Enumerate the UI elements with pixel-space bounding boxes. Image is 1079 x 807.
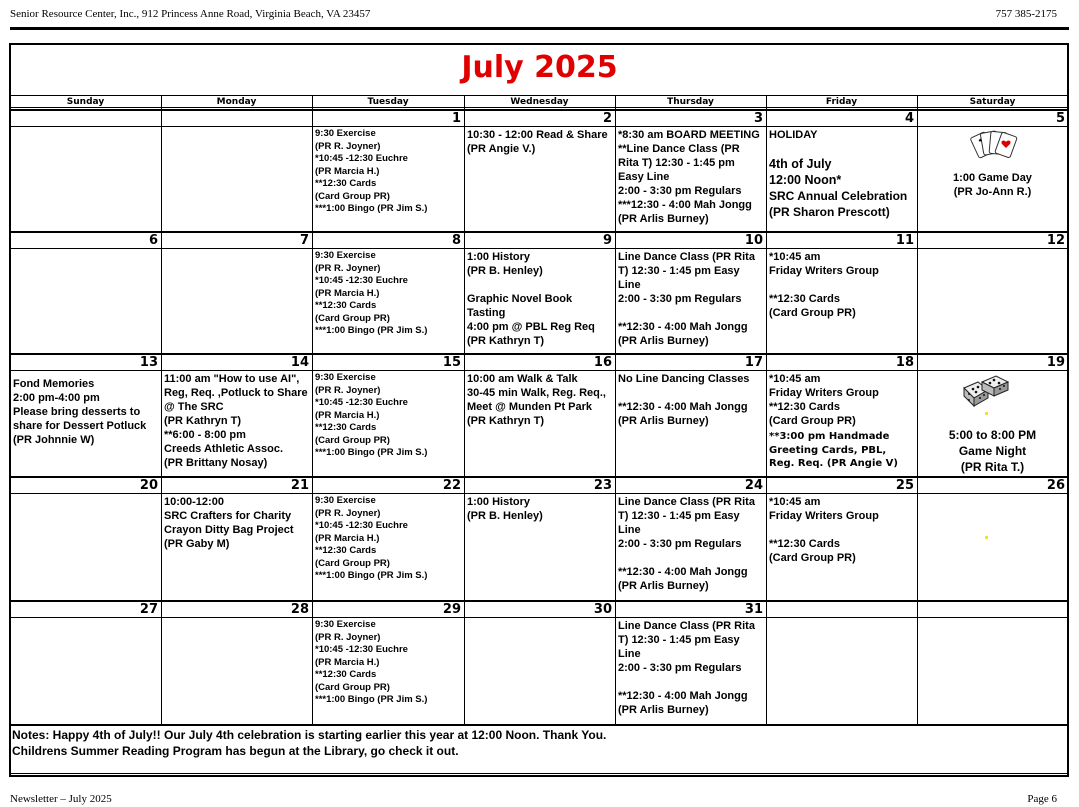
date-number: 14 bbox=[290, 355, 309, 370]
day-cell-tuesday: 9:30 Exercise (PR R. Joyner) *10:45 -12:30 Euchre (PR Marcia H.) **12:30 Cards (Card Group PR) ***1:00 Bingo (PR Jim S.) bbox=[315, 619, 428, 705]
grid-line bbox=[464, 95, 465, 724]
playing-cards-icon bbox=[970, 128, 1024, 164]
day-cell-tuesday: 9:30 Exercise (PR R. Joyner) *10:45 -12:30 Euchre (PR Marcia H.) **12:30 Cards (Card Group PR) ***1:00 Bingo (PR Jim S.) bbox=[315, 128, 428, 214]
date-number: 23 bbox=[593, 478, 612, 493]
date-number: 20 bbox=[139, 478, 158, 493]
date-number: 26 bbox=[1046, 478, 1065, 493]
day-header-sunday: Sunday bbox=[10, 95, 161, 108]
header-org: Senior Resource Center, Inc., 912 Princess Anne Road, Virginia Beach, VA 23457 bbox=[10, 8, 371, 20]
date-number: 10 bbox=[744, 233, 763, 248]
date-number: 29 bbox=[442, 602, 461, 617]
date-row-line bbox=[10, 617, 1068, 618]
grid-line bbox=[312, 95, 313, 724]
footer-rule bbox=[10, 773, 1069, 774]
day-cell-thursday: Line Dance Class (PR Rita T) 12:30 - 1:45 pm Easy Line 2:00 - 3:30 pm Regulars **12:30 - 4:00 Mah Jongg (PR Arlis Burney) bbox=[618, 251, 755, 347]
footer-page: Page 6 bbox=[1027, 793, 1057, 805]
date-number: 25 bbox=[895, 478, 914, 493]
notes: Notes: Happy 4th of July!! Our July 4th celebration is starting earlier this year at 12:00 Noon. Thank You. Childrens Summer Reading Program has begun at the Library, go check it out. bbox=[12, 728, 607, 758]
holiday-line: SRC Annual Celebration bbox=[769, 189, 908, 203]
day-cell-tuesday: 9:30 Exercise (PR R. Joyner) *10:45 -12:30 Euchre (PR Marcia H.) **12:30 Cards (Card Group PR) ***1:00 Bingo (PR Jim S.) bbox=[315, 250, 428, 336]
date-number: 15 bbox=[442, 355, 461, 370]
date-number: 8 bbox=[451, 233, 461, 248]
day-header-thursday: Thursday bbox=[615, 95, 766, 108]
day-cell-thursday: *8:30 am BOARD MEETING **Line Dance Class (PR Rita T) 12:30 - 1:45 pm Easy Line 2:00 - 3:30 pm Regulars ***12:30 - 4:00 Mah Jongg (PR Arlis Burney) bbox=[618, 129, 760, 225]
calendar-title: July 2025 bbox=[461, 50, 618, 85]
day-cell-saturday bbox=[920, 250, 1065, 352]
day-cell-wednesday: 10:00 am Walk & Talk 30-45 min Walk, Reg. Req., Meet @ Munden Pt Park (PR Kathryn T) bbox=[467, 373, 606, 427]
day-cell-sunday bbox=[13, 128, 158, 230]
day-cell-monday: 11:00 am "How to use AI", Reg, Req. ,Potluck to Share @ The SRC (PR Kathryn T) **6:00 - 8:00 pm Creeds Athletic Assoc. (PR Brittany Nosay) bbox=[164, 373, 308, 469]
day-cell-wednesday: 1:00 History (PR B. Henley) bbox=[467, 496, 543, 522]
day-cell-wednesday: 1:00 History (PR B. Henley) Graphic Novel Book Tasting 4:00 pm @ PBL Reg Req (PR Kathryn T) bbox=[467, 251, 595, 347]
day-cell-wednesday: 10:30 - 12:00 Read & Share (PR Angie V.) bbox=[467, 129, 608, 155]
day-header-saturday: Saturday bbox=[917, 95, 1068, 108]
date-number: 22 bbox=[442, 478, 461, 493]
day-cell-monday: 10:00-12:00 SRC Crafters for Charity Crayon Ditty Bag Project (PR Gaby M) bbox=[164, 496, 294, 550]
date-number: 19 bbox=[1046, 355, 1065, 370]
day-cell-monday bbox=[164, 619, 309, 724]
date-number: 1 bbox=[451, 111, 461, 126]
day-cell-monday bbox=[164, 250, 309, 352]
day-header-monday: Monday bbox=[161, 95, 312, 108]
holiday-line: 12:00 Noon* bbox=[769, 173, 842, 187]
friday-handmade-cards: **3:00 pm Handmade Greeting Cards, PBL, Reg. Req. (PR Angie V) bbox=[769, 431, 898, 469]
grid-line bbox=[615, 95, 616, 724]
header-phone: 757 385-2175 bbox=[995, 8, 1057, 20]
yellow-dot bbox=[985, 412, 988, 415]
date-number: 27 bbox=[139, 602, 158, 617]
grid-line bbox=[917, 95, 918, 724]
date-number: 17 bbox=[744, 355, 763, 370]
yellow-dot bbox=[985, 536, 988, 539]
header-rule bbox=[10, 27, 1069, 30]
day-cell-friday bbox=[769, 619, 914, 724]
grid-line bbox=[161, 95, 162, 724]
day-cell-sunday: Fond Memories 2:00 pm-4:00 pm Please bring desserts to share for Dessert Potluck (PR Johnnie W) bbox=[13, 378, 147, 446]
week-divider bbox=[10, 724, 1068, 726]
day-cell-sunday bbox=[13, 250, 158, 352]
holiday-line: 4th of July bbox=[769, 157, 832, 171]
holiday-line: (PR Sharon Prescott) bbox=[769, 205, 890, 219]
date-row-line bbox=[10, 370, 1068, 371]
day-cell-friday: *10:45 am Friday Writers Group **12:30 Cards (Card Group PR) bbox=[769, 251, 879, 319]
date-number: 24 bbox=[744, 478, 763, 493]
day-cell-sunday bbox=[13, 619, 158, 724]
day-cell-friday: *10:45 am Friday Writers Group **12:30 Cards (Card Group PR) bbox=[769, 373, 879, 427]
day-cell-thursday: Line Dance Class (PR Rita T) 12:30 - 1:45 pm Easy Line 2:00 - 3:30 pm Regulars **12:30 - 4:00 Mah Jongg (PR Arlis Burney) bbox=[618, 496, 755, 592]
date-number: 11 bbox=[895, 233, 914, 248]
day-cell-wednesday bbox=[467, 619, 612, 724]
day-cell-monday bbox=[164, 128, 309, 230]
day-cell-saturday bbox=[920, 619, 1065, 724]
day-cell-thursday: Line Dance Class (PR Rita T) 12:30 - 1:45 pm Easy Line 2:00 - 3:30 pm Regulars **12:30 - 4:00 Mah Jongg (PR Arlis Burney) bbox=[618, 620, 755, 716]
date-number: 30 bbox=[593, 602, 612, 617]
day-cell-tuesday: 9:30 Exercise (PR R. Joyner) *10:45 -12:30 Euchre (PR Marcia H.) **12:30 Cards (Card Group PR) ***1:00 Bingo (PR Jim S.) bbox=[315, 372, 428, 458]
day-cell-tuesday: 9:30 Exercise (PR R. Joyner) *10:45 -12:30 Euchre (PR Marcia H.) **12:30 Cards (Card Group PR) ***1:00 Bingo (PR Jim S.) bbox=[315, 495, 428, 581]
date-number: 16 bbox=[593, 355, 612, 370]
day-cell-friday: *10:45 am Friday Writers Group **12:30 Cards (Card Group PR) bbox=[769, 496, 879, 564]
date-number: 2 bbox=[602, 111, 612, 126]
day-cell-saturday bbox=[920, 495, 1065, 599]
holiday-celebration bbox=[769, 156, 915, 220]
date-number: 5 bbox=[1055, 111, 1065, 126]
day-header-wednesday: Wednesday bbox=[464, 95, 615, 108]
date-number: 18 bbox=[895, 355, 914, 370]
day-cell-saturday: 5:00 to 8:00 PM Game Night (PR Rita T.) bbox=[948, 428, 1037, 474]
grid-line bbox=[766, 95, 767, 724]
dice-icon bbox=[960, 374, 1014, 408]
day-header-tuesday: Tuesday bbox=[312, 95, 464, 108]
day-cell-sunday bbox=[13, 495, 158, 599]
date-row-line bbox=[10, 493, 1068, 494]
date-number: 6 bbox=[148, 233, 158, 248]
svg-text:♠: ♠ bbox=[978, 138, 983, 144]
day-cell-saturday: 1:00 Game Day (PR Jo-Ann R.) bbox=[953, 172, 1032, 198]
date-row-line bbox=[10, 248, 1068, 249]
date-number: 31 bbox=[744, 602, 763, 617]
date-number: 28 bbox=[290, 602, 309, 617]
date-number: 4 bbox=[904, 111, 914, 126]
day-header-friday: Friday bbox=[766, 95, 917, 108]
date-number: 7 bbox=[299, 233, 309, 248]
day-cell-friday: HOLIDAY bbox=[769, 129, 818, 141]
date-row-line bbox=[10, 126, 1068, 127]
date-number: 3 bbox=[753, 111, 763, 126]
date-number: 13 bbox=[139, 355, 158, 370]
date-number: 12 bbox=[1046, 233, 1065, 248]
date-number: 9 bbox=[602, 233, 612, 248]
date-number: 21 bbox=[290, 478, 309, 493]
day-cell-thursday: No Line Dancing Classes **12:30 - 4:00 Mah Jongg (PR Arlis Burney) bbox=[618, 373, 750, 427]
footer-newsletter: Newsletter – July 2025 bbox=[10, 793, 112, 805]
